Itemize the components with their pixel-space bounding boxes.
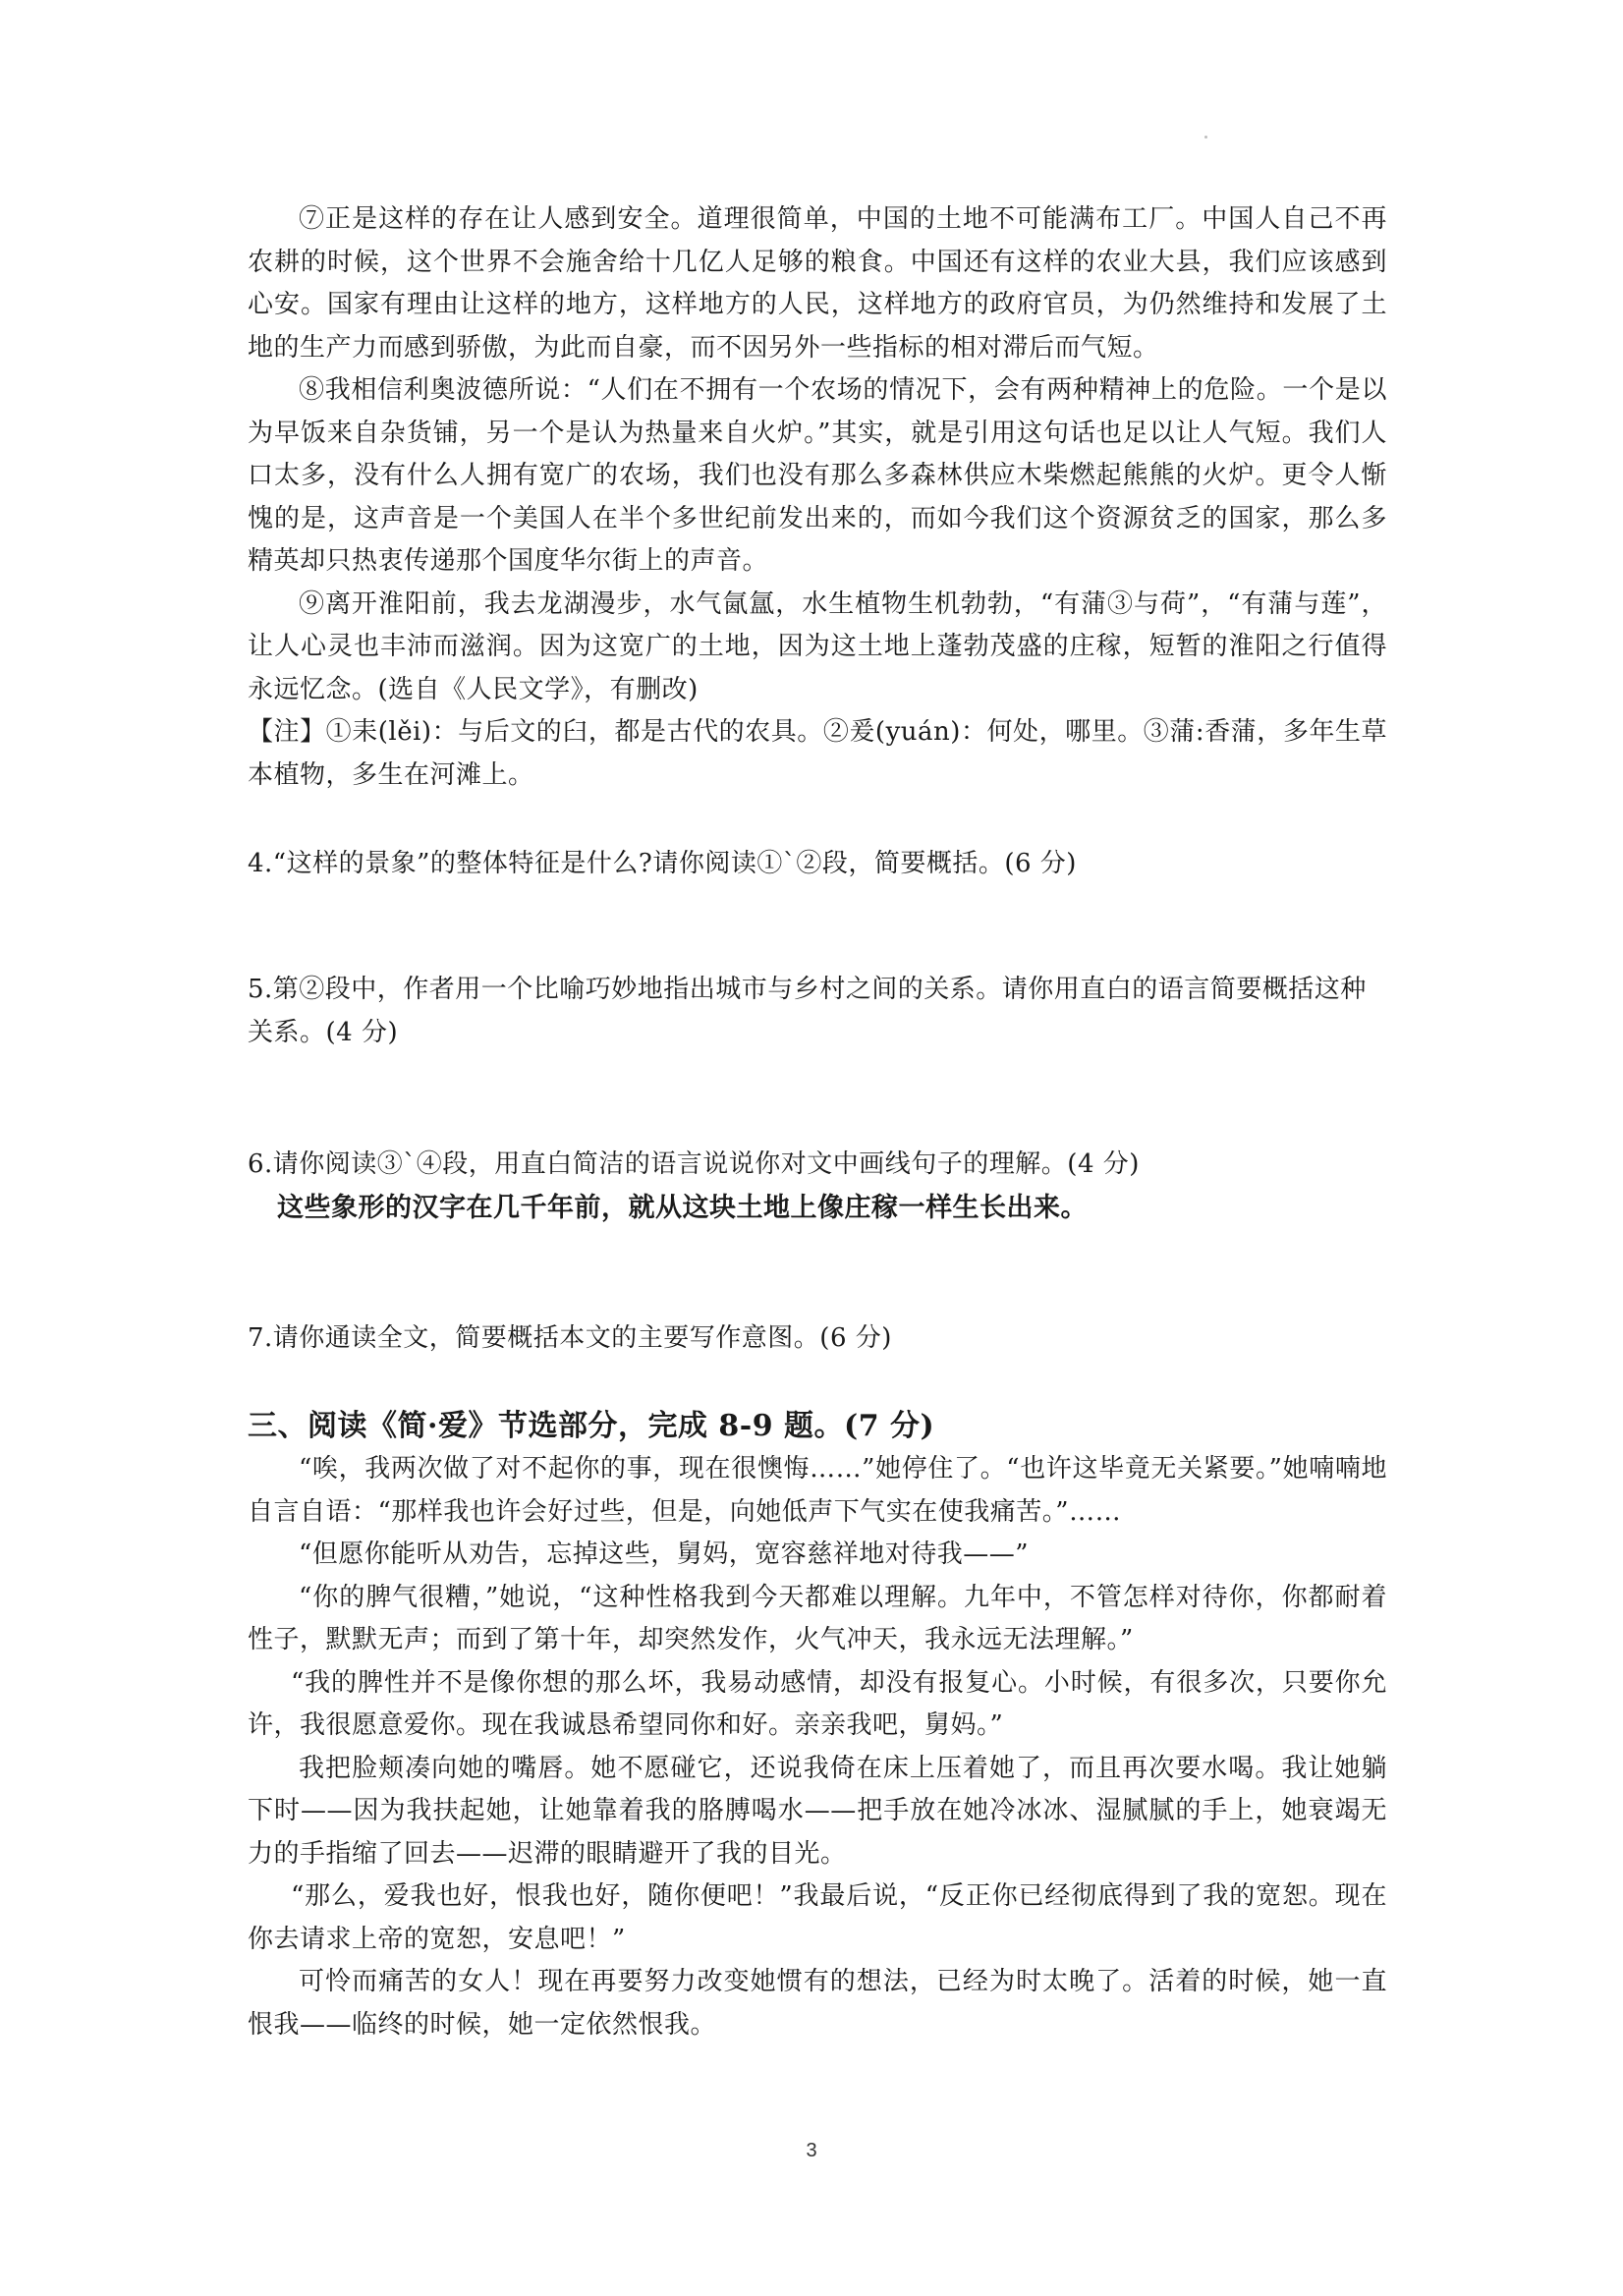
- excerpt-paragraph-5: 我把脸颊凑向她的嘴唇。她不愿碰它，还说我倚在床上压着她了，而且再次要水喝。我让她躺下时——因为我扶起她，让她靠着我的胳膊喝水——把手放在她冷冰冰、湿腻腻的手上，她衰竭无力的手指缩了回去——迟滞的眼睛避开了我的目光。: [248, 1753, 1387, 1869]
- paragraph-7: ⑦正是这样的存在让人感到安全。道理很简单，中国的土地不可能满布工厂。中国人自己不再农耕的时候，这个世界不会施舍给十几亿人足够的粮食。中国还有这样的农业大县，我们应该感到心安。国家有理由让这样的地方，这样地方的人民，这样地方的政府官员，为仍然维持和发展了土地的生产力而感到骄傲，为此而自豪，而不因另外一些指标的相对滞后而气短。: [248, 204, 1387, 363]
- question-7: 7.请你通读全文，简要概括本文的主要写作意图。(6 分): [248, 1323, 892, 1353]
- question-4: 4.“这样的景象”的整体特征是什么?请你阅读①`②段，简要概括。(6 分): [248, 849, 1077, 878]
- passage-block: [248, 198, 1387, 797]
- question-6: 6.请你阅读③`④段，用直白简洁的语言说说你对文中画线句子的理解。(4 分): [248, 1149, 1140, 1179]
- excerpt-paragraph-4: “我的脾性并不是像你想的那么坏，我易动感情，却没有报复心。小时候，有很多次，只要你允许，我很愿意爱你。现在我诚恳希望同你和好。亲亲我吧，舅妈。”: [248, 1667, 1387, 1740]
- page-number: 3: [806, 2140, 817, 2161]
- excerpt-paragraph-6: “那么，爱我也好，恨我也好，随你便吧！”我最后说，“反正你已经彻底得到了我的宽恕。现在你去请求上帝的宽恕，安息吧！”: [248, 1881, 1387, 1954]
- section-3-title: 三、阅读《简·爱》节选部分，完成 8-9 题。(7 分): [248, 1409, 935, 1443]
- paragraph-8: ⑧我相信利奥波德所说：“人们在不拥有一个农场的情况下，会有两种精神上的危险。一个是以为早饭来自杂货铺，另一个是认为热量来自火炉。”其实，就是引用这句话也足以让人气短。我们人口太多，没有什么人拥有宽广的农场，我们也没有那么多森林供应木柴燃起熊熊的火炉。更令人惭愧的是，这声音是一个美国人在半个多世纪前发出来的，而如今我们这个资源贫乏的国家，那么多精英却只热衷传递那个国度华尔街上的声音。: [248, 375, 1387, 576]
- question-6-quoted-sentence: 这些象形的汉字在几千年前，就从这块土地上像庄稼一样生长出来。: [277, 1193, 1088, 1223]
- excerpt-paragraph-7: 可怜而痛苦的女人！现在再要努力改变她惯有的想法，已经为时太晚了。活着的时候，她一直恨我——临终的时候，她一定依然恨我。: [248, 1967, 1387, 2040]
- question-5: 5.第②段中，作者用一个比喻巧妙地指出城市与乡村之间的关系。请你用直白的语言简要概括这种关系。(4 分): [248, 975, 1367, 1047]
- excerpt-paragraph-2: “但愿你能听从劝告，忘掉这些，舅妈，宽容慈祥地对待我——”: [299, 1540, 1030, 1569]
- footnote: 【注】①耒(lěi)：与后文的臼，都是古代的农具。②爰(yuán)：何处，哪里。③蒲:香蒲，多年生草本植物，多生在河滩上。: [248, 717, 1387, 790]
- excerpt-paragraph-3: “你的脾气很糟，”她说，“这种性格我到今天都难以理解。九年中，不管怎样对待你，你都耐着性子，默默无声；而到了第十年，却突然发作，火气冲天，我永远无法理解。”: [248, 1582, 1387, 1654]
- scan-speck: [1204, 136, 1207, 139]
- excerpt-paragraph-1: “唉，我两次做了对不起你的事，现在很懊悔……”她停住了。“也许这毕竟无关紧要。”她喃喃地自言自语：“那样我也许会好过些，但是，向她低声下气实在使我痛苦。”……: [248, 1454, 1387, 1527]
- jane-eyre-excerpt: [248, 1448, 1387, 2046]
- paragraph-9: ⑨离开淮阳前，我去龙湖漫步，水气氤氲，水生植物生机勃勃，“有蒲③与荷”，“有蒲与莲”，让人心灵也丰沛而滋润。因为这宽广的土地，因为这土地上蓬勃茂盛的庄稼，短暂的淮阳之行值得永远忆念。(选自《人民文学》，有删改): [248, 588, 1387, 704]
